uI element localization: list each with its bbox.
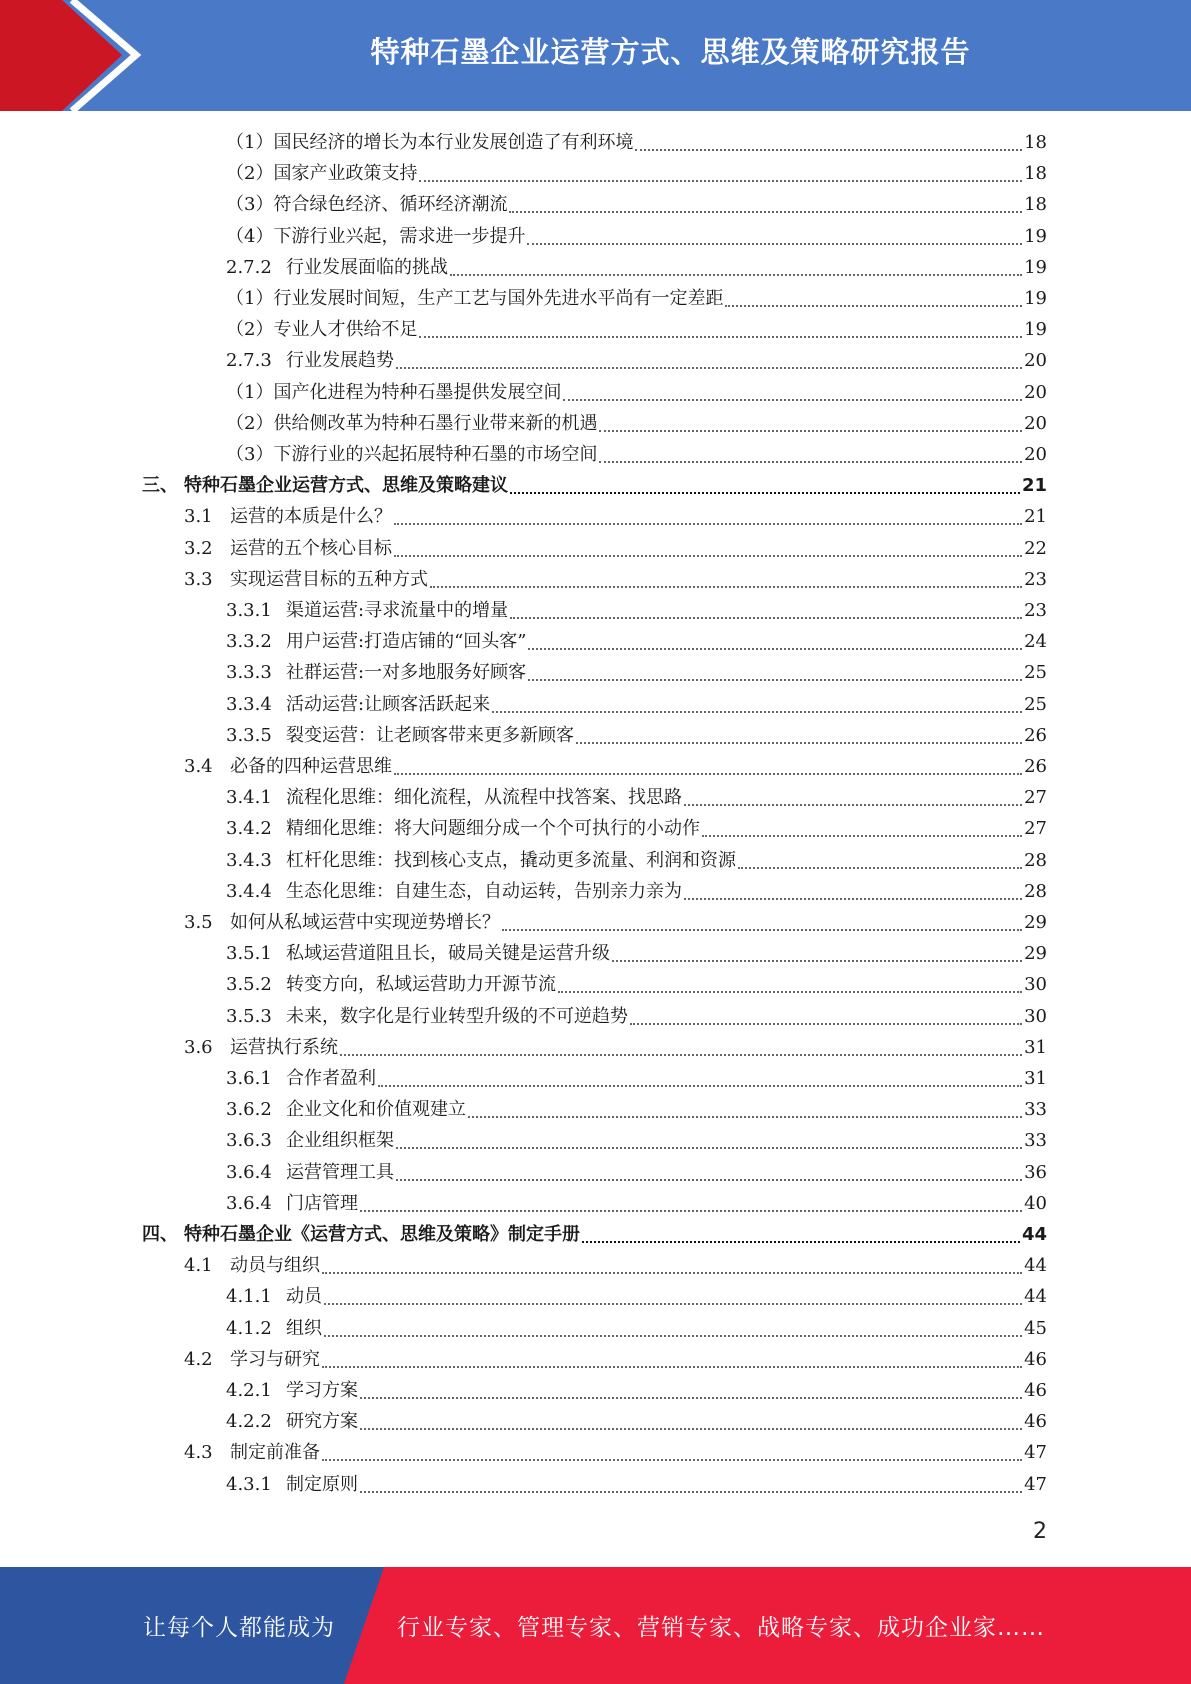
toc-entry-title: 国家产业政策支持 bbox=[273, 163, 418, 185]
toc-entry-page: 31 bbox=[1024, 1068, 1047, 1089]
toc-dot-leader bbox=[528, 647, 1022, 650]
toc-entry-page: 29 bbox=[1024, 912, 1047, 933]
toc-entry-page: 23 bbox=[1024, 600, 1047, 621]
toc-dot-leader bbox=[322, 1271, 1022, 1274]
toc-entry-title: 专业人才供给不足 bbox=[273, 319, 418, 341]
toc-dot-leader bbox=[419, 335, 1022, 338]
toc-entry[interactable] bbox=[226, 439, 1047, 470]
toc-entry-title: 渠道运营:寻求流量中的增量 bbox=[286, 600, 509, 621]
toc-entry-title: 研究方案 bbox=[286, 1411, 358, 1433]
toc-dot-leader bbox=[509, 210, 1022, 213]
toc-entry-number: 3.6.1 bbox=[226, 1068, 272, 1089]
toc-entry-number: （1） bbox=[226, 288, 274, 309]
toc-dot-leader bbox=[394, 772, 1022, 775]
toc-dot-leader bbox=[396, 1146, 1022, 1149]
toc-entry-number: 3.5.2 bbox=[226, 974, 272, 996]
toc-entry-page: 19 bbox=[1024, 256, 1047, 278]
toc-entry-number: 3.5.3 bbox=[226, 1005, 272, 1027]
toc-entry-number: （1） bbox=[226, 381, 274, 403]
toc-entry[interactable] bbox=[226, 782, 1047, 813]
toc-entry-title: 下游行业的兴起拓展特种石墨的市场空间 bbox=[273, 444, 598, 465]
toc-entry[interactable] bbox=[226, 377, 1047, 408]
toc-entry-title: 行业发展趋势 bbox=[286, 350, 394, 372]
toc-dot-leader bbox=[684, 897, 1022, 900]
toc-dot-leader bbox=[340, 1053, 1022, 1056]
toc-dot-leader bbox=[324, 1302, 1022, 1305]
toc-entry[interactable] bbox=[226, 938, 1047, 969]
toc-entry[interactable] bbox=[226, 1281, 1047, 1312]
toc-entry-title: 行业发展面临的挑战 bbox=[286, 256, 448, 278]
toc-entry-title: 必备的四种运营思维 bbox=[230, 756, 392, 777]
toc-entry-title: 实现运营目标的五种方式 bbox=[230, 568, 428, 590]
toc-entry-number: 3.2 bbox=[184, 537, 213, 559]
toc-entry-number: 3.6 bbox=[184, 1036, 213, 1058]
toc-entry-number: 4.1 bbox=[184, 1255, 213, 1277]
toc-entry-page: 18 bbox=[1024, 132, 1047, 153]
toc-entry[interactable] bbox=[226, 689, 1047, 720]
toc-entry-page: 21 bbox=[1021, 475, 1047, 497]
toc-dot-leader bbox=[738, 866, 1022, 869]
toc-entry-number: 4.3 bbox=[184, 1442, 213, 1464]
toc-entry-title: 行业发展时间短，生产工艺与国外先进水平尚有一定差距 bbox=[273, 288, 724, 309]
toc-entry[interactable] bbox=[226, 1125, 1047, 1156]
toc-entry-title: 下游行业兴起，需求进一步提升 bbox=[273, 225, 526, 247]
toc-entry-number: （4） bbox=[226, 225, 274, 247]
toc-entry[interactable] bbox=[226, 1313, 1047, 1344]
toc-entry[interactable] bbox=[226, 657, 1047, 688]
toc-entry[interactable] bbox=[226, 283, 1047, 314]
toc-entry-page: 46 bbox=[1024, 1380, 1047, 1401]
toc-entry[interactable] bbox=[226, 1406, 1047, 1437]
toc-dot-leader bbox=[468, 1115, 1022, 1118]
toc-dot-leader bbox=[360, 1209, 1022, 1212]
toc-dot-leader bbox=[558, 990, 1022, 993]
toc-entry-number: 四、 bbox=[142, 1224, 178, 1245]
toc-entry-number: 3.6.2 bbox=[226, 1099, 272, 1121]
toc-dot-leader bbox=[527, 242, 1022, 245]
toc-entry-page: 19 bbox=[1024, 319, 1047, 341]
toc-entry-page: 47 bbox=[1024, 1473, 1047, 1495]
header-arrow-decoration bbox=[0, 0, 160, 111]
toc-dot-leader bbox=[394, 554, 1022, 557]
toc-entry-title: 企业组织框架 bbox=[286, 1130, 394, 1152]
toc-dot-leader bbox=[510, 491, 1020, 494]
page-header bbox=[0, 0, 1191, 111]
toc-entry[interactable] bbox=[226, 720, 1047, 751]
toc-entry-title: 组织 bbox=[286, 1317, 322, 1339]
toc-dot-leader bbox=[528, 678, 1022, 681]
toc-entry-number: 3.4 bbox=[184, 756, 213, 777]
toc-entry-number: 2.7.2 bbox=[226, 256, 272, 278]
toc-entry-title: 运营执行系统 bbox=[230, 1036, 338, 1058]
toc-entry-number: 3.6.4 bbox=[226, 1161, 272, 1183]
toc-entry[interactable] bbox=[226, 1188, 1047, 1219]
toc-entry-title: 学习方案 bbox=[286, 1380, 358, 1401]
toc-dot-leader bbox=[450, 273, 1022, 276]
toc-dot-leader bbox=[582, 1240, 1020, 1243]
toc-entry-number: 4.3.1 bbox=[226, 1473, 272, 1495]
toc-dot-leader bbox=[725, 304, 1022, 307]
toc-entry-title: 活动运营:让顾客活跃起来 bbox=[286, 693, 491, 715]
toc-entry-page: 18 bbox=[1024, 194, 1047, 216]
toc-entry[interactable] bbox=[226, 1094, 1047, 1125]
footer-slogan-left: 让每个人都能成为 bbox=[143, 1615, 335, 1641]
toc-entry-page: 44 bbox=[1021, 1224, 1047, 1245]
toc-entry-number: 3.3.3 bbox=[226, 662, 272, 684]
toc-entry-number: （2） bbox=[226, 163, 274, 185]
toc-dot-leader bbox=[396, 366, 1022, 369]
toc-entry-number: 3.3.2 bbox=[226, 631, 272, 653]
toc-entry[interactable] bbox=[184, 751, 1047, 782]
toc-entry-title: 社群运营:一对多地服务好顾客 bbox=[286, 662, 527, 684]
toc-entry-page: 30 bbox=[1024, 1005, 1047, 1027]
footer-slogan-right: 行业专家、管理专家、营销专家、战略专家、成功企业家…… bbox=[397, 1615, 1045, 1641]
toc-entry-number: （3） bbox=[226, 444, 274, 465]
document-title: 特种石墨企业运营方式、思维及策略研究报告 bbox=[370, 34, 971, 69]
toc-entry-page: 31 bbox=[1024, 1036, 1047, 1058]
toc-entry-number: 3.6.3 bbox=[226, 1130, 272, 1152]
toc-dot-leader bbox=[612, 959, 1022, 962]
toc-entry-number: 4.2.2 bbox=[226, 1411, 272, 1433]
toc-entry-number: 3.4.2 bbox=[226, 818, 272, 840]
toc-entry-title: 运营的五个核心目标 bbox=[230, 537, 392, 559]
toc-entry-title: 符合绿色经济、循环经济潮流 bbox=[273, 194, 508, 216]
toc-entry-title: 如何从私域运营中实现逆势增长？ bbox=[230, 912, 500, 933]
toc-dot-leader bbox=[599, 460, 1022, 463]
toc-entry[interactable] bbox=[184, 564, 1047, 595]
toc-entry-title: 学习与研究 bbox=[230, 1348, 320, 1370]
toc-entry-title: 国产化进程为特种石墨提供发展空间 bbox=[273, 381, 562, 403]
toc-entry-title: 生态化思维：自建生态，自动运转，告别亲力亲为 bbox=[286, 880, 682, 902]
toc-entry-page: 20 bbox=[1024, 444, 1047, 465]
toc-entry-page: 46 bbox=[1024, 1348, 1047, 1370]
toc-dot-leader bbox=[324, 1334, 1022, 1337]
toc-entry-page: 47 bbox=[1024, 1442, 1047, 1464]
toc-dot-leader bbox=[635, 148, 1022, 151]
toc-dot-leader bbox=[396, 1178, 1022, 1181]
toc-dot-leader bbox=[702, 834, 1022, 837]
toc-entry[interactable] bbox=[226, 626, 1047, 657]
toc-entry-page: 44 bbox=[1024, 1286, 1047, 1308]
toc-entry-number: 3.3.4 bbox=[226, 693, 272, 715]
toc-entry-number: 4.1.2 bbox=[226, 1317, 272, 1339]
toc-entry-page: 28 bbox=[1024, 849, 1047, 871]
toc-entry-title: 流程化思维：细化流程，从流程中找答案、找思路 bbox=[286, 787, 682, 809]
toc-entry-page: 40 bbox=[1024, 1192, 1047, 1214]
toc-entry[interactable] bbox=[184, 907, 1047, 938]
toc-dot-leader bbox=[630, 1022, 1022, 1025]
toc-dot-leader bbox=[492, 710, 1022, 713]
toc-dot-leader bbox=[394, 522, 1022, 525]
toc-dot-leader bbox=[419, 179, 1022, 182]
toc-entry-title: 未来，数字化是行业转型升级的不可逆趋势 bbox=[286, 1005, 628, 1027]
toc-entry[interactable] bbox=[226, 1469, 1047, 1500]
toc-entry[interactable] bbox=[226, 1063, 1047, 1094]
toc-entry-page: 19 bbox=[1024, 288, 1047, 309]
toc-entry-page: 25 bbox=[1024, 662, 1047, 684]
toc-entry[interactable] bbox=[226, 158, 1047, 189]
page-footer bbox=[0, 1567, 1191, 1684]
toc-entry-number: （2） bbox=[226, 319, 274, 341]
toc-entry[interactable] bbox=[226, 314, 1047, 345]
toc-entry-title: 杠杆化思维：找到核心支点，撬动更多流量、利润和资源 bbox=[286, 849, 736, 871]
toc-entry-page: 27 bbox=[1024, 787, 1047, 809]
toc-entry[interactable] bbox=[184, 1344, 1047, 1375]
toc-entry[interactable] bbox=[226, 969, 1047, 1000]
toc-dot-leader bbox=[322, 1365, 1022, 1368]
toc-entry-title: 特种石墨企业运营方式、思维及策略建议 bbox=[184, 475, 508, 497]
toc-dot-leader bbox=[360, 1396, 1022, 1399]
toc-entry-number: 3.4.1 bbox=[226, 787, 272, 809]
toc-entry-page: 20 bbox=[1024, 412, 1047, 434]
toc-entry[interactable] bbox=[226, 221, 1047, 252]
toc-entry-number: （1） bbox=[226, 132, 274, 153]
toc-dot-leader bbox=[378, 1084, 1022, 1087]
toc-entry-page: 28 bbox=[1024, 880, 1047, 902]
toc-entry-number: （3） bbox=[226, 194, 274, 216]
toc-entry-page: 36 bbox=[1024, 1161, 1047, 1183]
toc-entry[interactable] bbox=[184, 1032, 1047, 1063]
toc-entry-number: 3.4.4 bbox=[226, 880, 272, 902]
toc-entry-page: 21 bbox=[1024, 506, 1047, 528]
toc-entry[interactable] bbox=[226, 408, 1047, 439]
toc-entry-page: 44 bbox=[1024, 1255, 1047, 1277]
toc-entry-title: 用户运营:打造店铺的“回头客” bbox=[286, 631, 527, 653]
toc-dot-leader bbox=[510, 616, 1022, 619]
toc-entry[interactable] bbox=[226, 845, 1047, 876]
toc-entry-number: 3.5 bbox=[184, 912, 213, 933]
toc-entry-page: 20 bbox=[1024, 350, 1047, 372]
toc-entry-page: 23 bbox=[1024, 568, 1047, 590]
toc-entry-page: 26 bbox=[1024, 756, 1047, 777]
toc-entry-number: 3.1 bbox=[184, 506, 213, 528]
toc-entry[interactable] bbox=[226, 1375, 1047, 1406]
toc-dot-leader bbox=[322, 1458, 1022, 1461]
toc-dot-leader bbox=[360, 1427, 1022, 1430]
toc-entry-number: 3.5.1 bbox=[226, 943, 272, 965]
toc-entry-page: 19 bbox=[1024, 225, 1047, 247]
toc-entry-number: 3.3 bbox=[184, 568, 213, 590]
toc-entry-page: 30 bbox=[1024, 974, 1047, 996]
toc-entry-page: 18 bbox=[1024, 163, 1047, 185]
toc-entry-title: 精细化思维：将大问题细分成一个个可执行的小动作 bbox=[286, 818, 700, 840]
toc-entry[interactable] bbox=[184, 1250, 1047, 1281]
toc-entry-title: 运营管理工具 bbox=[286, 1161, 394, 1183]
toc-entry-title: 制定前准备 bbox=[230, 1442, 320, 1464]
toc-entry-number: 4.1.1 bbox=[226, 1286, 272, 1308]
toc-entry-page: 33 bbox=[1024, 1130, 1047, 1152]
toc-entry[interactable] bbox=[142, 1219, 1047, 1250]
toc-dot-leader bbox=[599, 429, 1022, 432]
toc-entry[interactable] bbox=[226, 345, 1047, 376]
toc-entry-number: 3.4.3 bbox=[226, 849, 272, 871]
toc-entry-number: 三、 bbox=[142, 475, 178, 497]
toc-entry-page: 24 bbox=[1024, 631, 1047, 653]
toc-entry[interactable] bbox=[226, 189, 1047, 220]
toc-entry-page: 45 bbox=[1024, 1317, 1047, 1339]
toc-entry-title: 运营的本质是什么？ bbox=[230, 506, 392, 528]
toc-entry-page: 46 bbox=[1024, 1411, 1047, 1433]
toc-entry[interactable] bbox=[184, 501, 1047, 532]
toc-dot-leader bbox=[563, 398, 1022, 401]
toc-entry-number: （2） bbox=[226, 412, 274, 434]
toc-entry-number: 4.2.1 bbox=[226, 1380, 272, 1401]
toc-entry-number: 3.3.5 bbox=[226, 724, 272, 746]
toc-entry-title: 转变方向，私域运营助力开源节流 bbox=[286, 974, 556, 996]
toc-entry-number: 2.7.3 bbox=[226, 350, 272, 372]
toc-entry-title: 供给侧改革为特种石墨行业带来新的机遇 bbox=[273, 412, 598, 434]
toc-dot-leader bbox=[430, 585, 1022, 588]
toc-entry-number: 4.2 bbox=[184, 1348, 213, 1370]
toc-entry-title: 动员 bbox=[286, 1286, 322, 1308]
toc-entry[interactable] bbox=[226, 813, 1047, 844]
toc-entry-title: 制定原则 bbox=[286, 1473, 358, 1495]
toc-entry-title: 企业文化和价值观建立 bbox=[286, 1099, 466, 1121]
toc-entry[interactable] bbox=[226, 127, 1047, 158]
toc-dot-leader bbox=[502, 928, 1022, 931]
toc-entry[interactable] bbox=[226, 1001, 1047, 1032]
toc-entry-title: 裂变运营：让老顾客带来更多新顾客 bbox=[286, 724, 574, 746]
toc-entry[interactable] bbox=[184, 533, 1047, 564]
toc-entry-page: 25 bbox=[1024, 693, 1047, 715]
toc-entry-page: 26 bbox=[1024, 724, 1047, 746]
toc-entry-title: 合作者盈利 bbox=[286, 1068, 376, 1089]
toc-dot-leader bbox=[576, 741, 1022, 744]
toc-entry-title: 动员与组织 bbox=[230, 1255, 320, 1277]
page-number: 2 bbox=[1033, 1519, 1047, 1544]
toc-entry-title: 特种石墨企业《运营方式、思维及策略》制定手册 bbox=[184, 1224, 580, 1245]
toc-dot-leader bbox=[360, 1490, 1022, 1493]
toc-entry-number: 3.3.1 bbox=[226, 600, 272, 621]
toc-entry-title: 国民经济的增长为本行业发展创造了有利环境 bbox=[273, 132, 634, 153]
toc-entry-page: 22 bbox=[1024, 537, 1047, 559]
toc-entry-page: 33 bbox=[1024, 1099, 1047, 1121]
toc-entry[interactable] bbox=[184, 1437, 1047, 1468]
toc-entry[interactable] bbox=[226, 1157, 1047, 1188]
toc-entry-number: 3.6.4 bbox=[226, 1192, 272, 1214]
toc-entry[interactable] bbox=[142, 470, 1047, 501]
toc-entry-page: 20 bbox=[1024, 381, 1047, 403]
toc-entry-page: 29 bbox=[1024, 943, 1047, 965]
toc-entry-title: 私域运营道阻且长，破局关键是运营升级 bbox=[286, 943, 610, 965]
toc-entry[interactable] bbox=[226, 876, 1047, 907]
toc-dot-leader bbox=[684, 803, 1022, 806]
toc-entry[interactable] bbox=[226, 595, 1047, 626]
toc-entry-title: 门店管理 bbox=[286, 1192, 358, 1214]
toc-entry-page: 27 bbox=[1024, 818, 1047, 840]
toc-entry[interactable] bbox=[226, 252, 1047, 283]
